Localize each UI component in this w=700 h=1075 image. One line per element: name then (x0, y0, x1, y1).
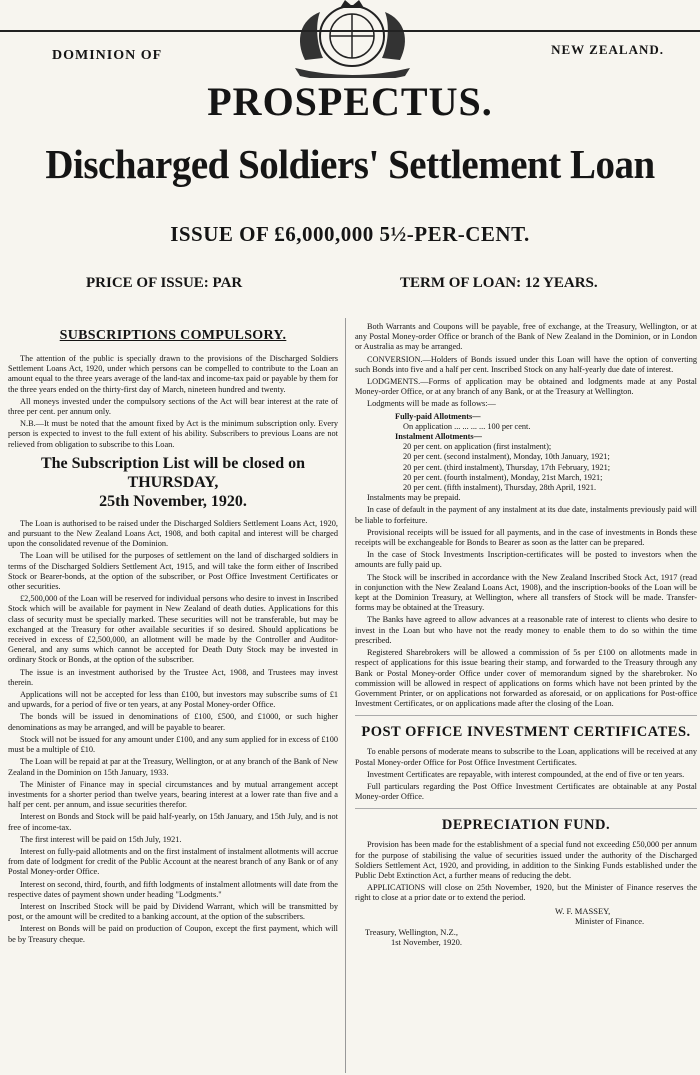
instalment-list (403, 442, 697, 493)
closing-heading-line-2: 25th November, 1920. (99, 492, 247, 510)
instalment-label: Instalment Allotments— (395, 432, 482, 442)
loan-paragraph: Applications will not be accepted for less than £100, but investors may subscribe sums of £1 and upwards, for a period of five or ten years, at any Postal Money-order Office. (8, 690, 338, 710)
list-item: 20 per cent. (second instalment), Monday, 10th January, 1921; (403, 452, 610, 462)
left-column (8, 318, 338, 947)
term-of-loan: TERM OF LOAN: 12 YEARS. (400, 275, 598, 291)
subs-paragraph: All moneys invested under the compulsory sections of the Act will bear interest at the rate of three per cent. per annum only. (8, 396, 338, 417)
depreciation-paragraph: Provision has been made for the establishment of a special fund not exceeding £50,000 per annum for the purpose of stabilising the value of securities issued under the authority of the Discharged Soldiers Settlement Act, 1920, and providing, in addition to the Sinking Funds established under the Public Debt Extinction Act, a further means of reducing the debt. (355, 840, 697, 880)
lodgments-paragraph: LODGMENTS.—Forms of application may be obtained and lodgments made at any Postal Money-order Office, or at any branch of any Bank, or at the Treasury at Wellington. (355, 377, 697, 397)
right-paragraph: Both Warrants and Coupons will be payable, free of exchange, at the Treasury, Wellington, or at any Postal Money-order Office or branch of the Bank of New Zealand in the Dominion, or in London or Australia as may be arranged. (355, 322, 697, 352)
loan-paragraph: The bonds will be issued in denominations of £100, £500, and £1000, or such higher denominations as may be arranged, and will be payable to bearer. (8, 712, 338, 732)
post-office-paragraph: Full particulars regarding the Post Office Investment Certificates are obtainable at any Postal Money-order Office. (355, 781, 697, 802)
top-rule (0, 30, 700, 32)
signature-title: Minister of Finance. (575, 916, 645, 927)
place-and-date (365, 927, 697, 948)
fully-paid-line: On application ... ... ... ... 100 per cent. (403, 421, 531, 431)
list-item: 20 per cent. on application (first instalment); (403, 442, 552, 452)
royal-coat-of-arms-icon (265, 0, 440, 78)
loan-paragraph: The issue is an investment authorised by the Trustee Act, 1908, and Trustees may invest therein. (8, 667, 338, 687)
loan-paragraph: £2,500,000 of the Loan will be reserved for individual persons who desire to invest in Inscribed Stock which will be available for payment in New Zealand of death duties. Applications for this class of security must be specially marked. These securities will not be transferable, but may be exchanged at the Treasury for other available securities if so desired. Should applications be received in excess of £2,500,000, an allotment will be made by the Controller and Auditor-General, and any sums which cannot be accepted for Death Duty Stock may be invested in ordinary Stock or Bonds, at the option of the subscriber. (8, 594, 338, 665)
header-new-zealand: NEW ZEALAND. (551, 42, 664, 57)
column-divider (345, 318, 346, 1073)
page-title: PROSPECTUS. (207, 79, 493, 124)
right-paragraph: The Stock will be inscribed in accordance with the New Zealand Inscribed Stock Act, 1917 (read in conjunction with the New Zealand Loans Act, 1908), and the inscription-books of the Loan will be kept at the Dominion Treasury, at Wellington, where all transfers of Stock will be made. Transfer-forms may be obtained at the Treasury. (355, 572, 697, 613)
header-dominion: DOMINION OF (52, 48, 163, 63)
price-of-issue: PRICE OF ISSUE: PAR (86, 275, 243, 291)
fully-paid-block (395, 412, 697, 443)
closing-heading-line-1: The Subscription List will be closed on THURSDAY, (40, 454, 306, 491)
list-item: 20 per cent. (fifth instalment), Thursday, 28th April, 1921. (403, 483, 597, 493)
right-paragraph: In the case of Stock Investments Inscription-certificates will be posted to investors when the amounts are fully paid up. (355, 550, 697, 570)
loan-paragraph: The Loan will be utilised for the purposes of settlement on the land of discharged soldiers in terms of the Discharged Soldiers Settlement Act, 1915, and will take the form either of Inscribed Stock or Bearer-bonds, at the option of the subscriber, or Post Office Investment Certificates or other securities. (8, 551, 338, 592)
list-item: 20 per cent. (fourth instalment), Monday, 21st March, 1921; (403, 472, 603, 482)
subs-paragraph: The attention of the public is specially drawn to the provisions of the Discharged Soldiers Settlement Loans Act, 1920, under which persons can be compelled to contribute to the Loan an amount equal to the three years average of the land-tax and income-tax paid or payable by them for the three years ended on the thirty-first day of March, nineteen hundred and twenty. (8, 354, 338, 394)
loan-paragraph: The Loan is authorised to be raised under the Discharged Soldiers Settlement Loans Act, 1920, and pursuant to the New Zealand Loans Act, 1908, and both capital and interest will be charged upon the consolidated revenue of the Dominion. (8, 518, 338, 549)
post-office-heading: POST OFFICE INVESTMENT CERTIFICATES. (361, 724, 691, 741)
post-office-paragraph: Investment Certificates are repayable, with interest compounded, at the end of five or ten years. (367, 769, 685, 779)
loan-paragraph: Stock will not be issued for any amount under £100, and any sum applied for in excess of £100 must be a multiple of £10. (8, 734, 338, 755)
list-item: 20 per cent. (third instalment), Thursday, 17th February, 1921; (403, 462, 611, 472)
loan-paragraph: Interest on Inscribed Stock will be paid by Dividend Warrant, which will be transmitted by post, or the amount will be credited to a banking account, at the option of the subscribers. (8, 901, 338, 922)
loan-title: Discharged Soldiers' Settlement Loan (45, 141, 655, 187)
fully-paid-label: Fully-paid Allotments— (395, 411, 481, 421)
depreciation-heading: DEPRECIATION FUND. (441, 817, 611, 834)
loan-paragraph: Interest on Bonds will be paid on production of Coupon, except the first payment, which will be by Treasury cheque. (8, 924, 338, 944)
right-paragraph: Registered Sharebrokers will be allowed a commission of 5s per £100 on allotments made in respect of applications for this issue bearing their stamp, and forwarded to the Treasury through any Bank or Postal Money-order Office under cover of memorandum signed by the sharebroker. No commission will be allowed in respect of applications on forms which have not been printed by the Government Printer, or on applications not forwarded as aforesaid, or on applications for Post-office Investment Certificates, or on applications made after the closing of the Loan. (355, 648, 697, 709)
section-rule (355, 808, 697, 809)
right-paragraph: In case of default in the payment of any instalment at its due date, instalments previously paid will be liable to forfeiture. (355, 505, 697, 525)
applications-paragraph: APPLICATIONS will close on 25th November, 1920, but the Minister of Finance reserves the right to close at a prior date or to extend the period. (355, 883, 697, 903)
right-paragraph: The Banks have agreed to allow advances at a reasonable rate of interest to clients who desire to invest in the Loan but who have not the ready money to enable them to do so within the time prescribed. (355, 615, 697, 645)
issue-amount: ISSUE OF £6,000,000 5½-PER-CENT. (170, 222, 530, 246)
loan-paragraph: Interest on fully-paid allotments and on the first instalment of instalment allotments will accrue from date of lodgment for credit of the Public Account at the nearest branch of any Bank or of any Postal Money-order Office. (8, 846, 338, 877)
date: 1st November, 1920. (391, 937, 462, 948)
section-rule (355, 715, 697, 716)
post-office-paragraph: To enable persons of moderate means to subscribe to the Loan, applications will be received at any Postal Money-order Office for Post Office Investment Certificates. (355, 747, 697, 767)
closing-heading (8, 454, 338, 511)
lodgments-intro: Lodgments will be made as follows:— (367, 399, 496, 409)
loan-paragraph: The Minister of Finance may in special circumstances and by mutual arrangement accept investments for a shorter period than twelve years, bearing interest at a lower rate than five and a half per cent. per annum, and issue securities therefor. (8, 779, 338, 810)
place: Treasury, Wellington, N.Z., (365, 926, 458, 937)
subs-paragraph: N.B.—It must be noted that the amount fixed by Act is the minimum subscription only. Every person is expected to invest to the full extent of his ability. Subscribers to previous Loans are not relieved from obligation to subscribe to this Loan. (8, 419, 338, 449)
loan-paragraph: Interest on second, third, fourth, and fifth lodgments of instalment allotments will date from the respective dates of payment shown under heading "Lodgments." (8, 879, 338, 899)
loan-paragraph: The Loan will be repaid at par at the Treasury, Wellington, or at any branch of the Bank of New Zealand in the Dominion on 15th January, 1933. (8, 757, 338, 777)
loan-paragraph: The first interest will be paid on 15th July, 1921. (20, 834, 182, 844)
signature (555, 906, 697, 927)
loan-paragraph: Interest on Bonds and Stock will be paid half-yearly, on 15th January, and 15th July, and is not free of income-tax. (8, 812, 338, 832)
right-paragraph: Instalments may be prepaid. (367, 493, 461, 503)
right-column (355, 322, 697, 948)
signature-name: W. F. MASSEY, (555, 905, 611, 916)
right-paragraph: Provisional receipts will be issued for all payments, and in the case of investments in Bonds these receipts will be exchangeable for Bonds to Bearer as soon as the latter can be prepared. (355, 527, 697, 548)
conversion-paragraph: CONVERSION.—Holders of Bonds issued under this Loan will have the option of converting such Bonds into five and a half per cent. Inscribed Stock on any half-yearly due date of interest. (355, 354, 697, 374)
subscriptions-heading: SUBSCRIPTIONS COMPULSORY. (59, 328, 287, 343)
